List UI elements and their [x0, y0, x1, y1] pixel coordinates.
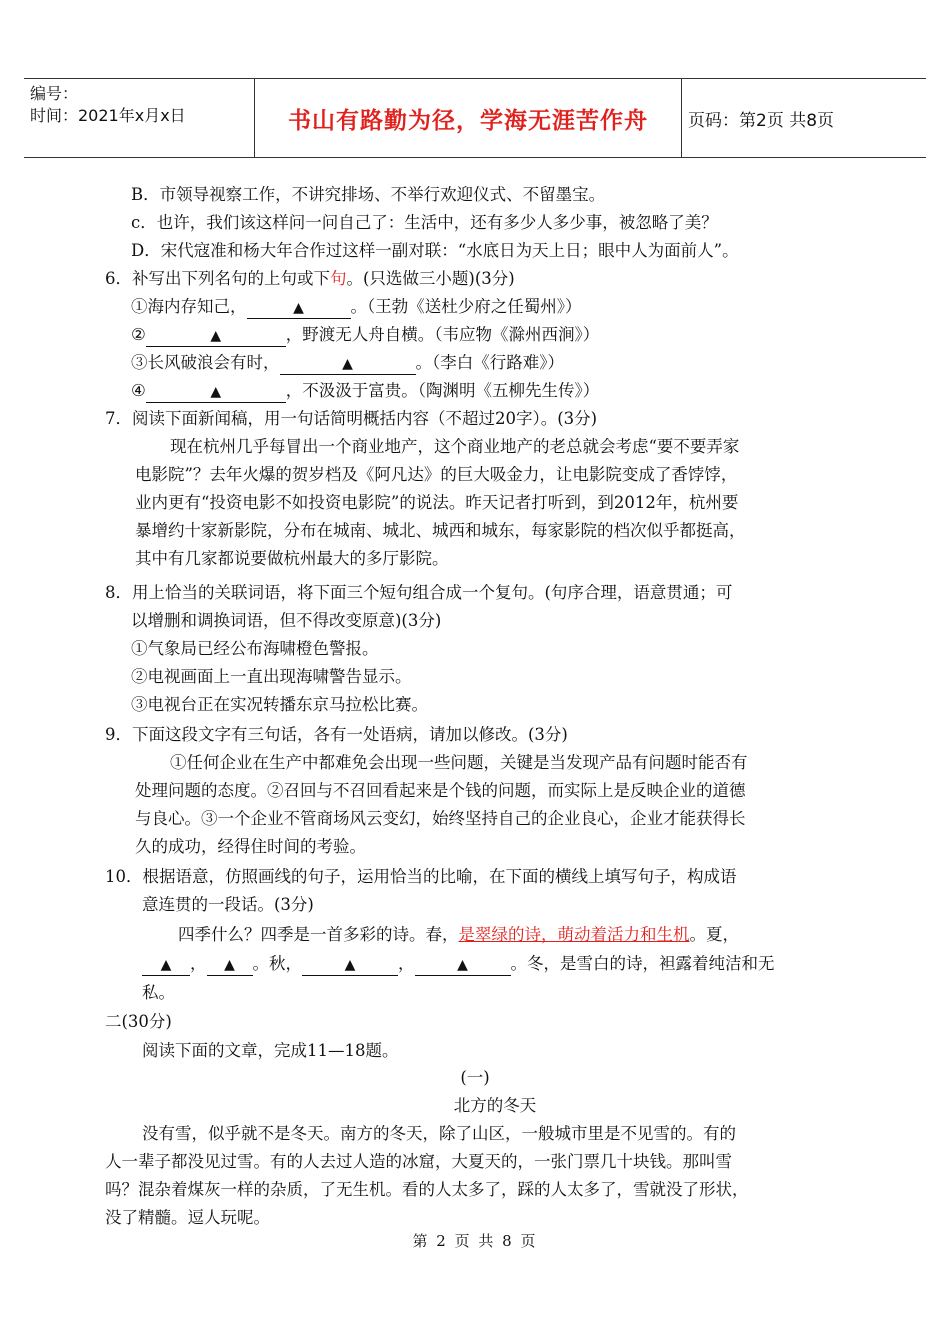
- header-motto: 书山有路勤为径，学海无涯苦作舟: [254, 79, 682, 157]
- q6-2-text: ②: [131, 325, 146, 344]
- q6-4-text: ④: [131, 381, 146, 400]
- q10-text: 四季什么？四季是一首多彩的诗。春，: [178, 925, 459, 944]
- option-b: B．市领导视察工作，不讲究排场、不举行欢迎仪式、不留墨宝。: [131, 185, 606, 204]
- question-8-title: 8．用上恰当的关联词语，将下面三个短句组合成一个复句。(句序合理，语意贯通；可: [105, 583, 733, 602]
- q6-red-char: 句: [330, 269, 347, 288]
- answer-blank[interactable]: ▲: [142, 955, 190, 976]
- q7-passage-line: 其中有几家都说要做杭州最大的多厅影院。: [135, 549, 449, 568]
- question-9-title: 9．下面这段文字有三句话，各有一处语病，请加以修改。(3分): [105, 725, 568, 744]
- q6-item-3: [131, 351, 564, 375]
- article-line: 没有雪，似乎就不是冬天。南方的冬天，除了山区，一般城市里是不见雪的。有的: [142, 1124, 736, 1143]
- q10-underlined-model-sentence: 是翠绿的诗，萌动着活力和生机: [458, 925, 690, 944]
- answer-blank[interactable]: ▲: [302, 955, 398, 976]
- q10-text: ，: [190, 954, 207, 973]
- q6-item-4: [131, 379, 599, 403]
- q10-passage-line-3: 私。: [142, 983, 175, 1002]
- section-2-instruction: 阅读下面的文章，完成11—18题。: [142, 1041, 399, 1060]
- serial-label: 编号：: [30, 84, 79, 103]
- q10-text: 。夏，: [689, 925, 739, 944]
- page-header: [24, 78, 926, 158]
- q7-passage-line: 暴增约十家新影院，分布在城南、城北、城西和城东，每家影院的档次似乎都挺高，: [135, 521, 746, 540]
- answer-blank[interactable]: ▲: [146, 382, 286, 403]
- q6-1-source: 。（王勃《送杜少府之任蜀州》）: [350, 297, 582, 316]
- part-number: (一): [460, 1068, 490, 1087]
- q9-passage-line: 与良心。③一个企业不管商场风云变幻，始终坚持自己的企业良心，企业才能获得长: [135, 809, 746, 828]
- q7-passage-line: 现在杭州几乎每冒出一个商业地产，这个商业地产的老总就会考虑“要不要弄家: [170, 437, 740, 456]
- q9-passage-line: 处理问题的态度。②召回与不召回看起来是个钱的问题，而实际上是反映企业的道德: [135, 781, 746, 800]
- header-left: [30, 83, 186, 127]
- option-d: D．宋代寇准和杨大年合作过这样一副对联：“水底日为天上日；眼中人为面前人”。: [131, 241, 739, 260]
- question-6-title: [105, 267, 515, 291]
- q6-2-source: ，野渡无人舟自横。（韦应物《滁州西涧》）: [285, 325, 600, 344]
- answer-blank[interactable]: ▲: [247, 298, 351, 319]
- answer-blank[interactable]: ▲: [207, 955, 253, 976]
- article-line: 没了精髓。逗人玩呢。: [105, 1208, 270, 1227]
- q9-passage-line: 久的成功，经得住时间的考验。: [135, 837, 366, 856]
- time-label: 时间：2021年x月x日: [30, 106, 186, 125]
- option-c: c．也许，我们该这样问一问自己了：生活中，还有多少人多少事，被忽略了美？: [131, 213, 718, 232]
- q10-text: ，: [398, 954, 415, 973]
- article-line: 人一辈子都没见过雪。有的人去过人造的冰窟，大夏天的，一张门票几十块钱。那叫雪: [105, 1152, 732, 1171]
- q8-sentence-3: ③电视台正在实况转播东京马拉松比赛。: [131, 695, 428, 714]
- article-line: 吗？混杂着煤灰一样的杂质，了无生机。看的人太多了，踩的人太多了，雪就没了形状，: [105, 1180, 749, 1199]
- q8-sentence-2: ②电视画面上一直出现海啸警告显示。: [131, 667, 412, 686]
- question-7-title: 7．阅读下面新闻稿，用一句话简明概括内容（不超过20字）。(3分): [105, 409, 598, 428]
- q6-3-source: 。（李白《行路难》）: [415, 353, 564, 372]
- article-title: 北方的冬天: [453, 1096, 537, 1115]
- q6-3-text: ③长风破浪会有时，: [131, 353, 280, 372]
- q10-passage-line-2: [142, 952, 775, 976]
- question-10-title-cont: 意连贯的一段话。(3分): [142, 895, 314, 914]
- page-footer: 第 2 页 共 8 页: [412, 1232, 538, 1250]
- q6-1-text: ①海内存知己，: [131, 297, 247, 316]
- q8-sentence-1: ①气象局已经公布海啸橙色警报。: [131, 639, 379, 658]
- section-2-heading: 二(30分): [105, 1012, 172, 1031]
- answer-blank[interactable]: ▲: [146, 326, 286, 347]
- q10-passage-line-1: [178, 923, 739, 947]
- q6-item-1: [131, 295, 582, 319]
- q7-passage-line: 电影院”？去年火爆的贺岁档及《阿凡达》的巨大吸金力，让电影院变成了香饽饽，: [135, 465, 738, 484]
- answer-blank[interactable]: ▲: [280, 354, 416, 375]
- question-8-title-cont: 以增删和调换词语，但不得改变原意)(3分): [131, 611, 442, 630]
- question-10-title: 10．根据语意，仿照画线的句子，运用恰当的比喻，在下面的横线上填写句子，构成语: [105, 867, 737, 886]
- q6-item-2: [131, 323, 599, 347]
- q10-text: 。冬，是雪白的诗，袒露着纯洁和无: [510, 954, 775, 973]
- q6-suffix: 。(只选做三小题)(3分): [346, 269, 515, 288]
- q10-text: 。秋，: [252, 954, 302, 973]
- q6-4-source: ，不汲汲于富贵。（陶渊明《五柳先生传》）: [285, 381, 600, 400]
- answer-blank[interactable]: ▲: [415, 955, 511, 976]
- q9-passage-line: ①任何企业在生产中都难免会出现一些问题，关键是当发现产品有问题时能否有: [170, 753, 748, 772]
- header-page-info: 页码：第2页 共8页: [688, 110, 835, 131]
- q6-prefix: 6．补写出下列名句的上句或下: [105, 269, 330, 288]
- q7-passage-line: 业内更有“投资电影不如投资电影院”的说法。昨天记者打听到，到2012年，杭州要: [135, 493, 739, 512]
